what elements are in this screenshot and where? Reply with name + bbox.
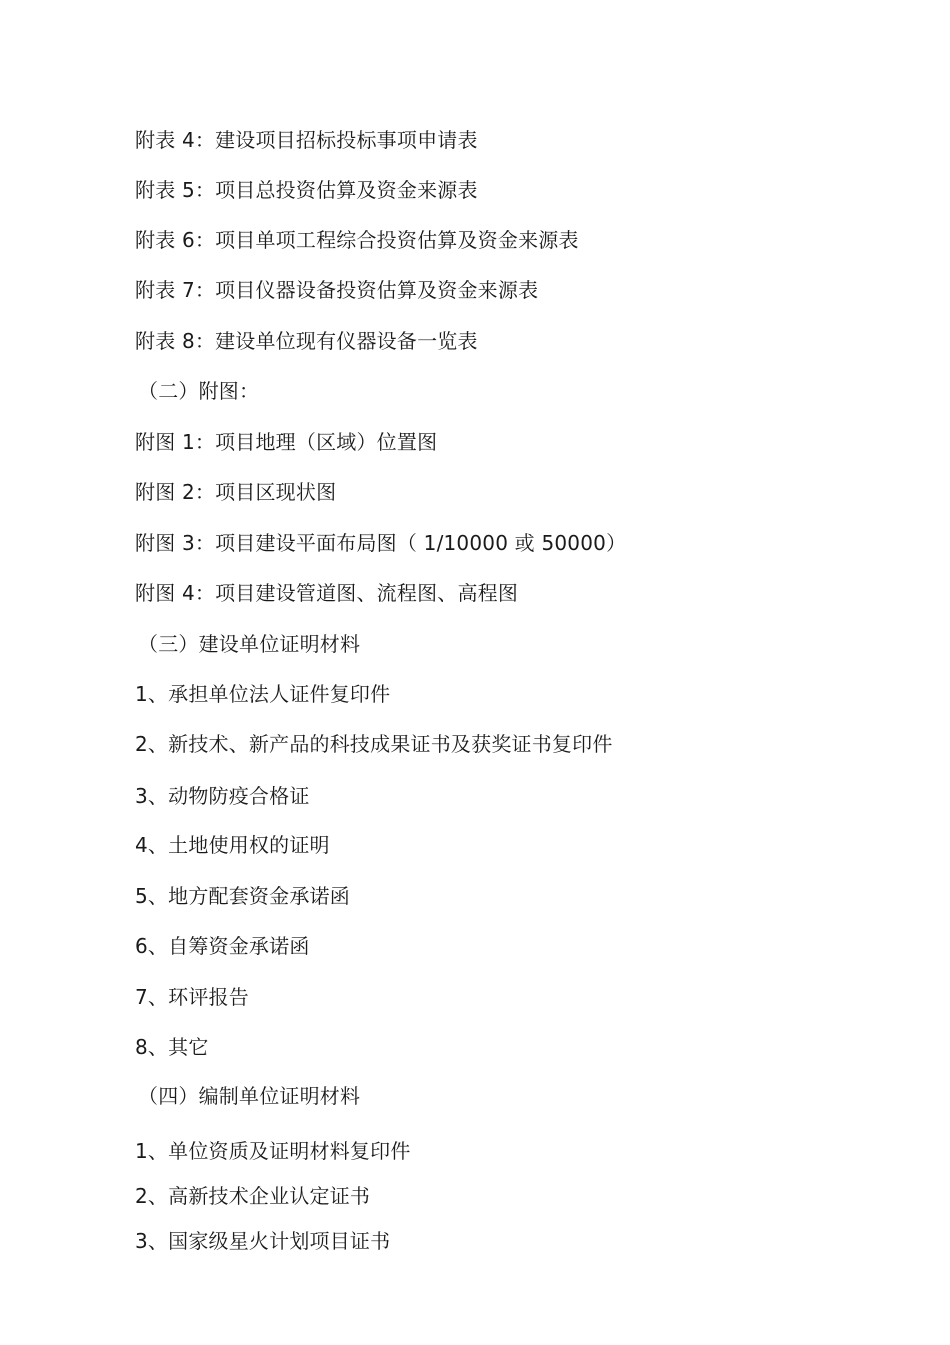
appendix-table-4: 附表 4：建设项目招标投标事项申请表 (135, 128, 478, 152)
appendix-figure-3: 附图 3：项目建设平面布局图（ 1/10000 或 50000） (135, 531, 627, 555)
appendix-figure-2: 附图 2：项目区现状图 (135, 480, 337, 504)
section-heading-builder-certificates: （三）建设单位证明材料 (138, 632, 361, 656)
list-item: 8、其它 (135, 1035, 209, 1059)
list-item: 2、高新技术企业认定证书 (135, 1184, 371, 1208)
list-item: 2、新技术、新产品的科技成果证书及获奖证书复印件 (135, 732, 613, 756)
list-item: 5、地方配套资金承诺函 (135, 884, 350, 908)
appendix-figure-1: 附图 1：项目地理（区域）位置图 (135, 430, 438, 454)
list-item: 1、单位资质及证明材料复印件 (135, 1139, 411, 1163)
list-item: 1、承担单位法人证件复印件 (135, 682, 391, 706)
section-heading-figures: （二）附图： (138, 379, 260, 403)
list-item: 3、国家级星火计划项目证书 (135, 1229, 391, 1253)
list-item: 3、动物防疫合格证 (135, 784, 310, 808)
appendix-table-8: 附表 8：建设单位现有仪器设备一览表 (135, 329, 478, 353)
appendix-table-5: 附表 5：项目总投资估算及资金来源表 (135, 178, 478, 202)
section-heading-compiler-certificates: （四）编制单位证明材料 (138, 1084, 361, 1108)
list-item: 6、自筹资金承诺函 (135, 934, 310, 958)
appendix-table-6: 附表 6：项目单项工程综合投资估算及资金来源表 (135, 228, 579, 252)
appendix-figure-4: 附图 4：项目建设管道图、流程图、高程图 (135, 581, 519, 605)
appendix-table-7: 附表 7：项目仪器设备投资估算及资金来源表 (135, 278, 539, 302)
list-item: 4、土地使用权的证明 (135, 833, 330, 857)
list-item: 7、环评报告 (135, 985, 249, 1009)
